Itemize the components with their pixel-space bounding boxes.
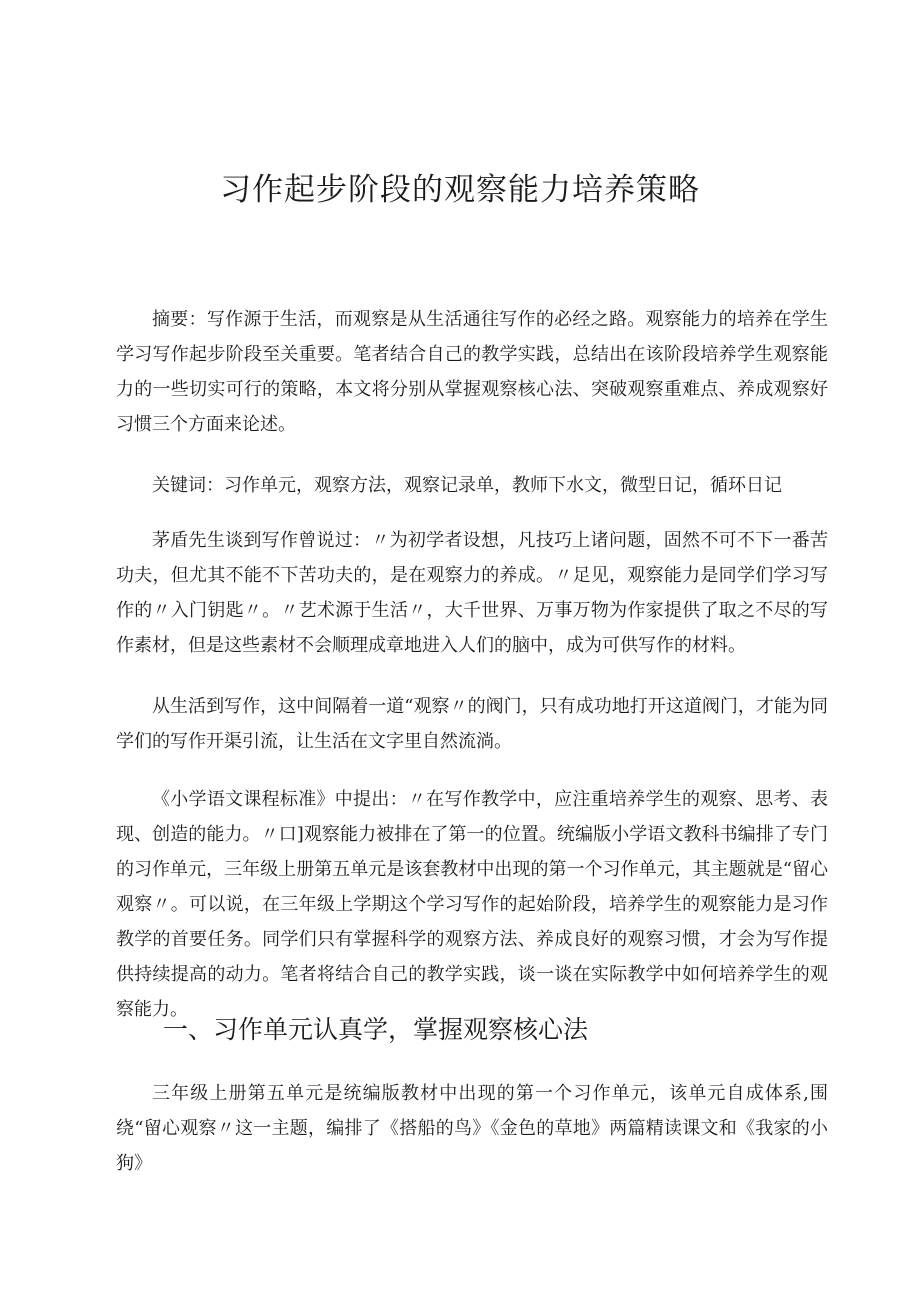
body-paragraph-1: 茅盾先生谈到写作曾说过：〃为初学者设想，凡技巧上诸问题，固然不可不下一番苦功夫，但尤其不能不下苦功夫的，是在观察力的养成。〃足见，观察能力是同学们学习写作的〃入门钥匙〃。〃艺术源于生活〃，大千世界、万事万物为作家提供了取之不尽的写作素材，但是这些素材不会顺理成章地进入人们的脑中，成为可供写作的材料。 <box>116 530 828 656</box>
section-heading: 一、习作单元认真学，掌握观察核心法 <box>163 1015 589 1044</box>
abstract-paragraph: 摘要：写作源于生活，而观察是从生活通往写作的必经之路。观察能力的培养在学生学习写作起步阶段至关重要。笔者结合自己的教学实践，总结出在该阶段培养学生观察能力的一些切实可行的策略，本文将分别从掌握观察核心法、突破观察重难点、养成观察好习惯三个方面来论述。 <box>116 309 828 435</box>
document-title: 习作起步阶段的观察能力培养策略 <box>220 172 700 208</box>
body-paragraph-2: 从生活到写作，这中间隔着一道“观察〃的阀门，只有成功地打开这道阀门，才能为同学们的写作开渠引流，让生活在文字里自然流淌。 <box>116 696 828 752</box>
keywords-paragraph: 关键词：习作单元，观察方法，观察记录单，教师下水文，微型日记，循环日记 <box>152 475 782 496</box>
section-paragraph: 三年级上册第五单元是统编版教材中出现的第一个习作单元，该单元自成体系,围绕“留心观察〃这一主题，编排了《搭船的鸟》《金色的草地》两篇精读课文和《我家的小狗》 <box>116 1083 828 1174</box>
body-paragraph-3: 《小学语文课程标准》中提出：〃在写作教学中，应注重培养学生的观察、思考、表现、创造的能力。〃口]观察能力被排在了第一的位置。统编版小学语文教科书编排了专门的习作单元，三年级上册第五单元是该套教材中出现的第一个习作单元，其主题就是“留心观察〃。可以说，在三年级上学期这个学习写作的起始阶段，培养学生的观察能力是习作教学的首要任务。同学们只有掌握科学的观察方法、养成良好的观察习惯，才会为写作提供持续提高的动力。笔者将结合自己的教学实践，谈一谈在实际教学中如何培养学生的观察能力。 <box>116 789 828 1020</box>
